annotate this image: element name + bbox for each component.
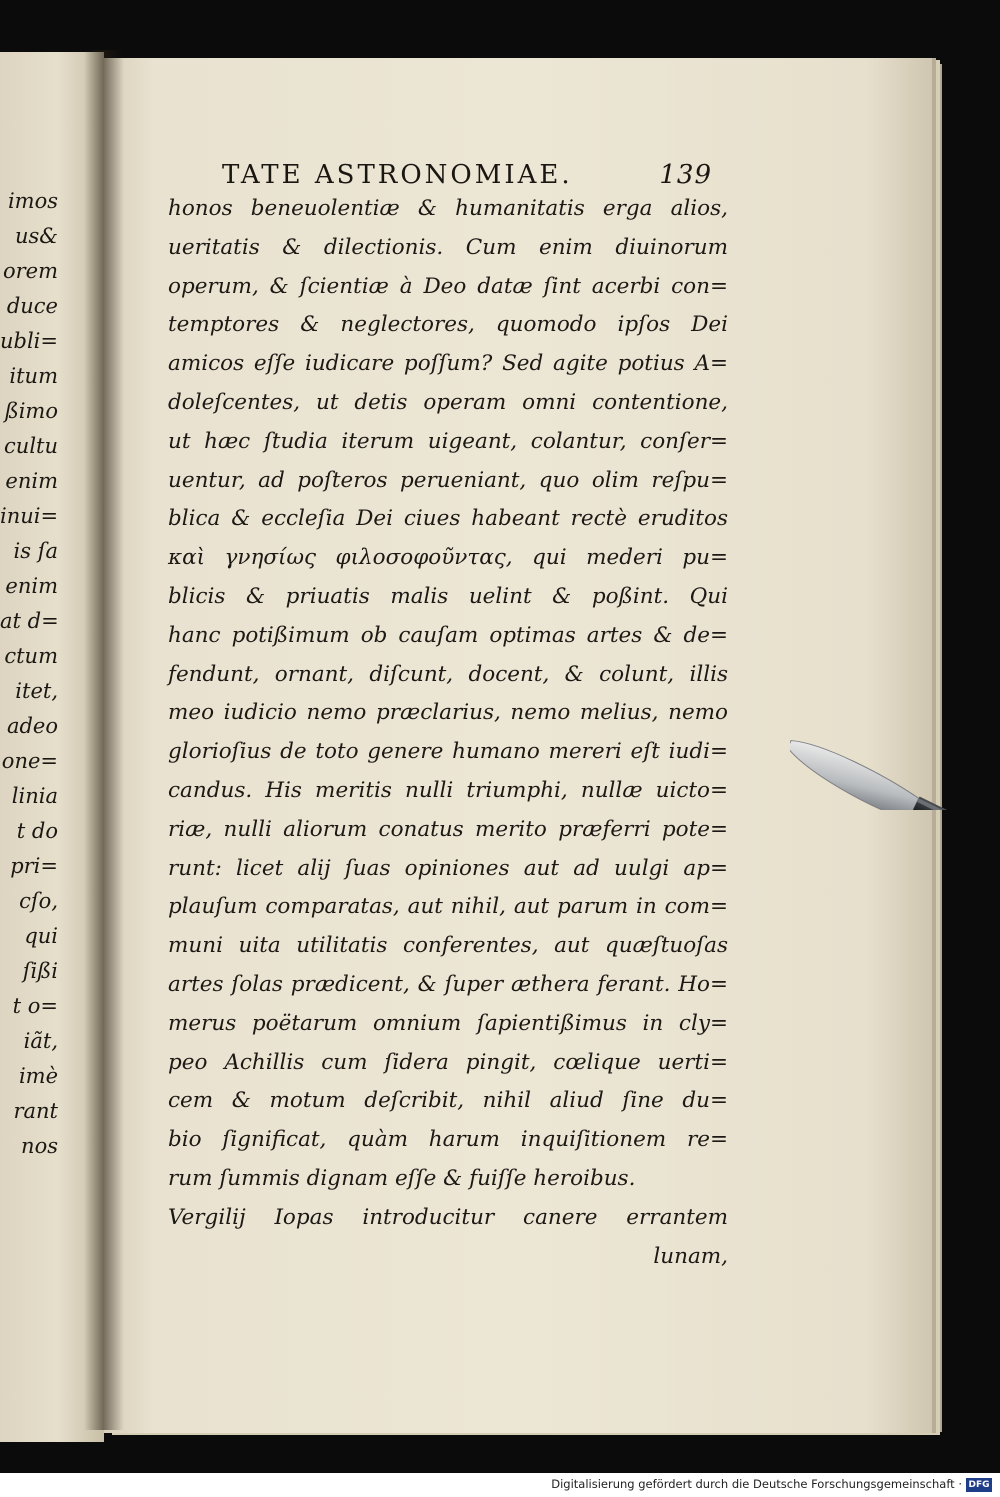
- funding-credit: Digitalisierung gefördert durch die Deutsche Forschungsgemeinschaft ·: [551, 1477, 962, 1491]
- left-page-line: imè: [18, 1064, 58, 1088]
- text-line: bio ſignificat, quàm harum inquiſitionem re=: [168, 1127, 728, 1153]
- left-page-line: cultu: [4, 434, 58, 458]
- footer-bar: [0, 1473, 1000, 1497]
- text-line: merus poëtarum omnium ſapientißimus in cly=: [168, 1010, 728, 1036]
- left-page-line: imos: [7, 189, 58, 213]
- left-page-line: inui=: [0, 504, 59, 528]
- text-line: glorioſius de toto genere humano mereri eſt iudi=: [168, 739, 728, 765]
- text-line: ueritatis & dilectionis. Cum enim diuinorum: [168, 234, 728, 260]
- text-line: blicis & priuatis malis uelint & poßint. Qui: [168, 583, 728, 609]
- text-line: peo Achillis cum ſidera pingit, cœlique uerti=: [168, 1049, 728, 1075]
- page-number: 139: [659, 160, 712, 190]
- text-line: blica & eccleſia Dei ciues habeant rectè eruditos: [168, 506, 728, 532]
- text-line: amicos eſſe iudicare poſſum? Sed agite potius A=: [168, 351, 728, 377]
- left-page-line: adeo: [6, 714, 58, 738]
- left-page-line: is ſa: [13, 539, 58, 563]
- left-page-line: t do: [16, 819, 58, 843]
- left-page-line: linia: [11, 784, 58, 808]
- left-page-line: us&: [15, 224, 58, 248]
- pointer-stylus-icon: [790, 720, 1000, 810]
- left-page-line: itum: [9, 364, 58, 388]
- text-line: doleſcentes, ut detis operam omni contentione,: [168, 389, 728, 415]
- text-line: fendunt, ornant, diſcunt, docent, & colunt, illis: [168, 661, 728, 687]
- text-line: candus. His meritis nulli triumphi, nullæ uicto=: [168, 777, 728, 803]
- text-line: uentur, ad poſteros perueniant, quo olim reſpu=: [168, 467, 728, 493]
- left-page-line: rant: [13, 1099, 58, 1123]
- left-page-line: ctum: [4, 644, 58, 668]
- text-line: rum ſummis dignam eſſe & fuiſſe heroibus.: [168, 1165, 636, 1191]
- catchword: lunam,: [653, 1243, 728, 1269]
- left-page-line: pri=: [10, 854, 58, 878]
- text-line: plauſum comparatas, aut nihil, aut parum in com=: [168, 894, 728, 920]
- dfg-logo: DFG: [966, 1478, 992, 1492]
- text-line: hanc potißimum ob cauſam optimas artes & de=: [168, 622, 728, 648]
- left-page-line: ubli=: [0, 329, 58, 353]
- text-line: artes ſolas prædicent, & ſuper æthera ferant. Ho=: [168, 971, 728, 997]
- left-page-line: iãt,: [23, 1029, 58, 1053]
- text-line: meo iudicio nemo præclarius, nemo melius, nemo: [168, 700, 728, 726]
- left-page-line: cſo,: [19, 889, 58, 913]
- left-page-line: at d=: [0, 609, 59, 633]
- left-page-line: enim: [5, 574, 58, 598]
- left-page-line: t o=: [12, 994, 58, 1018]
- text-line: ut hæc ſtudia iterum uigeant, colantur, conſer=: [168, 428, 728, 454]
- text-line: temptores & neglectores, quomodo ipſos Dei: [168, 312, 728, 338]
- left-page-line: enim: [5, 469, 58, 493]
- text-line: riæ, nulli aliorum conatus merito præferri pote=: [168, 816, 728, 842]
- text-line: runt: licet alij ſuas opiniones aut ad uulgi ap=: [168, 855, 728, 881]
- left-page-line: itet,: [15, 679, 58, 703]
- book-gutter: [84, 50, 124, 1430]
- left-page-line: duce: [6, 294, 58, 318]
- left-page-line: qui: [24, 924, 58, 948]
- left-page-line: one=: [1, 749, 58, 773]
- running-header: [222, 160, 712, 194]
- running-title: TATE ASTRONOMIAE.: [222, 160, 573, 190]
- left-page-line: nos: [21, 1134, 58, 1158]
- text-line: Vergilij Iopas introducitur canere errantem: [168, 1204, 728, 1230]
- left-page-line: ſißi: [22, 959, 58, 983]
- text-line: cem & motum deſcribit, nihil aliud ſine du=: [168, 1088, 728, 1114]
- text-line: honos beneuolentiæ & humanitatis erga alios,: [168, 196, 728, 221]
- left-page-line: ßimo: [4, 399, 58, 423]
- main-text-block: [168, 190, 728, 1276]
- text-line: operum, & ſcientiæ à Deo datæ ſint acerbi con=: [168, 273, 728, 299]
- left-page-line: orem: [2, 259, 58, 283]
- text-line: καὶ γνησίως φιλοσοφοῦντας, qui mederi pu=: [168, 545, 728, 571]
- text-line: muni uita utilitatis conferentes, aut quæſtuoſas: [168, 933, 728, 959]
